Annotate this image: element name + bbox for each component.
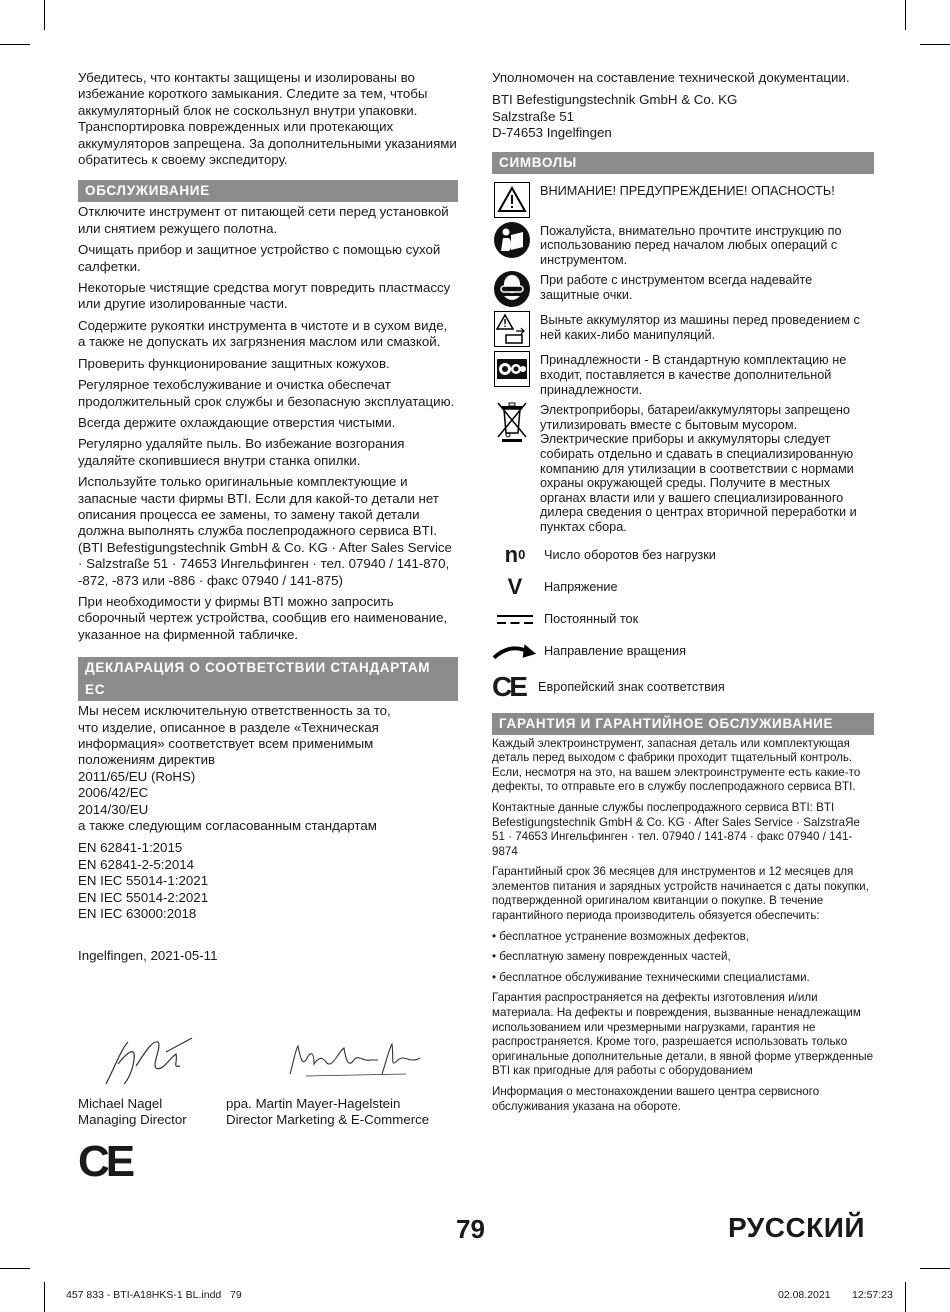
- warranty-bullet: • бесплатное устранение возможных дефектов,: [492, 929, 750, 943]
- warranty-paragraph: Гарантийный срок 36 месяцев для инструментов и 12 месяцев для элементов питания и зарядных устройств начинается с даты покупки, подтвержденной оригиналом квитанции о покупке. В течение гарантийного периода производитель обязуется обеспечить:: [492, 865, 869, 923]
- symbol-text: Выньте аккумулятор из машины перед проведением с ней каких-либо манипуляций.: [540, 313, 860, 342]
- maintenance-paragraph: Некоторые чистящие средства могут повредить пластмассу или другие изолированные части.: [78, 280, 451, 312]
- voltage-icon: V: [507, 573, 523, 599]
- symbol-row: [492, 182, 874, 218]
- symbol-text: Принадлежности - В стандартную комплектацию не входит, поставляется в качестве дополнительной принадлежности.: [540, 353, 847, 397]
- right-column: [492, 70, 874, 1120]
- maintenance-paragraph: Очищать прибор и защитное устройство с помощью сухой салфетки.: [78, 242, 441, 274]
- symbol-text: При работе с инструментом всегда надевайте защитные очки.: [540, 273, 813, 302]
- standard-item: EN IEC 55014-2:2021: [78, 889, 209, 905]
- symbol-text: Число оборотов без нагрузки: [544, 547, 716, 562]
- safety-goggles-icon: [492, 271, 532, 307]
- symbol-text: ВНИМАНИЕ! ПРЕДУПРЕЖДЕНИЕ! ОПАСНОСТЬ!: [540, 183, 835, 198]
- declaration-line: положениям директив: [78, 752, 216, 768]
- symbol-row: [492, 401, 874, 534]
- accessories-icon: [492, 351, 532, 387]
- warranty-bullet: • бесплатное обслуживание техническими специалистами.: [492, 970, 810, 984]
- ce-mark-icon: CE: [492, 670, 525, 702]
- crop-mark: [905, 0, 906, 30]
- maintenance-paragraph: Всегда держите охлаждающие отверстия чистыми.: [78, 414, 396, 430]
- symbol-row: [492, 271, 874, 307]
- symbol-text: Электроприборы, батареи/аккумуляторы запрещено утилизировать вместе с бытовым мусором. Электрические приборы и аккумуляторы следует собирать отдельно и сдавать в специализированную компанию для утилизации в соответствии с нормами охраны окружающей среды. Получите в местных органах власти или у вашего специализированного дилера сведения о центрах вторичной переработки и пунктах сбора.: [540, 403, 857, 534]
- maintenance-paragraph: Регулярно удаляйте пыль. Во избежание возгорания удаляйте скопившиеся внутри станка опилки.: [78, 436, 405, 468]
- signer-1: [78, 1096, 187, 1129]
- signature-martin-mayer-hagelstein: [286, 1040, 426, 1080]
- company-line: D-74653 Ingelfingen: [492, 125, 612, 141]
- declaration-line: Мы несем исключительную ответственность за то,: [78, 703, 391, 719]
- maintenance-paragraph: При необходимости у фирмы BTI можно запросить сборочный чертеж устройства, сообщив его наименование, указанное на фирменной табличке.: [78, 593, 448, 642]
- warranty-paragraph: Информация о местонахождении вашего центра сервисного обслуживания указана на обороте.: [492, 1085, 820, 1113]
- directive: 2014/30/EU: [78, 801, 149, 817]
- directive: 2006/42/EC: [78, 785, 149, 801]
- warranty-paragraph: Гарантия распространяется на дефекты изготовления и/или материала. На дефекты и повреждения, вызванные ненадлежащим использованием или чрезмерными нагрузками, гарантия не распространяется. Кроме того, разрешается использовать только оригинальные дополнительные детали, в явной форме утвержденные BTI как пригодные для работы с оборудованием: [492, 991, 874, 1078]
- ce-mark-large: CE: [78, 1137, 132, 1186]
- remove-battery-icon: [492, 311, 532, 347]
- unit-symbol-row: [492, 603, 874, 635]
- crop-mark: [0, 1268, 30, 1269]
- crop-mark: [920, 1268, 950, 1269]
- signature-graphic: [286, 1040, 426, 1080]
- warranty-paragraph: Контактные данные службы послепродажного сервиса BTI: BTI Befestigungstechnik GmbH & Co. KG · After Sales Service · SalzstraЯe 51 · 74653 Ингельфинген · тел. 07940 / 141-874 · факс 07940 / 141-9874: [492, 800, 860, 858]
- signer-title: Director Marketing & E-Commerce: [226, 1112, 430, 1128]
- symbol-row: [492, 351, 874, 397]
- maintenance-paragraph: Регулярное техобслуживание и очистка обеспечат продолжительный срок службы и безопасную эксплуатацию.: [78, 377, 455, 409]
- crop-mark: [0, 44, 30, 45]
- symbol-row: [492, 222, 874, 268]
- signature-graphic: [96, 1034, 206, 1090]
- maintenance-paragraph: Используйте только оригинальные комплектующие и запасные части фирмы BTI. Если для какой-то детали нет описания процесса ее замены, то замену такой детали должна выполнять служба послепродажного сервиса BTI. (BTI Befestigungstechnik GmbH & Co. KG · After Sales Service · Salzstraße 51 · 74653 Ингельфинген · тел. 07940 / 141-870, -872, -873 или -886 · факс 07940 / 141-875): [78, 474, 452, 588]
- warranty-heading: ГАРАНТИЯ И ГАРАНТИЙНОЕ ОБСЛУЖИВАНИЕ: [492, 713, 874, 735]
- intro-paragraph: Убедитесь, что контакты защищены и изолированы во избежание короткого замыкания. Следите за тем, чтобы аккумуляторный блок не соскользнул внутри упаковки. Транспортировка поврежденных или протекающих аккумуляторов запрещена. За дополнительными указаниями обратитесь к своему экспедитору.: [78, 70, 457, 168]
- weee-bin-icon: [492, 401, 532, 437]
- authorized-paragraph: Уполномочен на составление технической документации.: [492, 70, 850, 85]
- signer-2: [226, 1096, 429, 1129]
- declaration-heading: ДЕКЛАРАЦИЯ О СООТВЕТСТВИИ СТАНДАРТАМ ЕС: [78, 657, 458, 701]
- standards-list: [78, 840, 458, 922]
- standard-item: EN 62841-2-5:2014: [78, 856, 195, 872]
- crop-mark: [44, 1282, 45, 1312]
- unit-symbol-row: [492, 539, 874, 571]
- symbol-text: Постоянный ток: [544, 611, 639, 626]
- signer-name: ppa. Martin Mayer-Hagelstein: [226, 1096, 401, 1111]
- place-date: Ingelfingen, 2021-05-11: [78, 948, 218, 964]
- signer-name: Michael Nagel: [78, 1096, 163, 1111]
- warning-triangle-icon: [492, 182, 532, 218]
- unit-symbol-row: [492, 571, 874, 603]
- crop-mark: [905, 1282, 906, 1312]
- symbol-text: Направление вращения: [544, 643, 686, 658]
- left-column: [78, 70, 458, 965]
- standard-item: EN 62841-1:2015: [78, 840, 183, 856]
- authorized-text: [492, 70, 874, 142]
- no-load-speed-icon: n 0: [504, 541, 526, 567]
- page-number: 79: [456, 1214, 485, 1244]
- unit-symbol-row: [492, 635, 874, 667]
- symbol-row: [492, 311, 874, 347]
- footer-date: 02.08.2021: [778, 1289, 831, 1301]
- declaration-text: [78, 703, 458, 834]
- rotation-direction-icon: [492, 640, 538, 662]
- warranty-paragraph: Каждый электроинструмент, запасная деталь или комплектующая деталь перед выходом с фабрики проходит тщательный контроль. Если, несмотря на это, на вашем электроинструменте есть какие-то дефекты, то отправьте его в службу послепродажного сервиса BTI.: [492, 736, 861, 794]
- maintenance-heading: ОБСЛУЖИВАНИЕ: [78, 180, 458, 202]
- symbol-text: Пожалуйста, внимательно прочтите инструкцию по использованию перед началом любых операций с инструментом.: [540, 223, 842, 267]
- footer-file: 457 833 - BTI-A18HKS-1 BL.indd 79: [66, 1289, 242, 1301]
- maintenance-paragraph: Содержите рукоятки инструмента в чистоте и в сухом виде, а также не допускать их загрязнения маслом или смазкой.: [78, 317, 448, 350]
- signer-title: Managing Director: [78, 1112, 187, 1128]
- declaration-line: что изделие, описанное в разделе «Техническая: [78, 719, 379, 735]
- symbols-heading: СИМВОЛЫ: [492, 152, 874, 174]
- direct-current-icon: [492, 612, 538, 626]
- footer-time: 12:57:23: [852, 1289, 893, 1301]
- company-line: Salzstraße 51: [492, 108, 575, 124]
- standard-item: EN IEC 55014-1:2021: [78, 873, 209, 889]
- unit-symbol-row: [492, 667, 874, 707]
- directive: 2011/65/EU (RoHS): [78, 768, 196, 784]
- crop-mark: [44, 0, 45, 30]
- symbol-text: Европейский знак соответствия: [538, 679, 725, 694]
- crop-mark: [920, 44, 950, 45]
- maintenance-paragraph: Проверить функционирование защитных кожухов.: [78, 355, 390, 371]
- standard-item: EN IEC 63000:2018: [78, 906, 197, 922]
- company-line: BTI Befestigungstechnik GmbH & Co. KG: [492, 92, 738, 108]
- maintenance-paragraph: Отключите инструмент от питающей сети перед установкой или снятием режущего полотна.: [78, 204, 449, 236]
- declaration-line: информация» соответствует всем применимым: [78, 736, 374, 751]
- signature-michael-nagel: [96, 1034, 206, 1090]
- warranty-bullet: • бесплатную замену поврежденных частей,: [492, 950, 731, 964]
- symbol-text: Напряжение: [544, 579, 618, 594]
- declaration-line: а также следующим согласованным стандартам: [78, 818, 377, 834]
- warranty-text: [492, 737, 874, 1115]
- read-manual-icon: [492, 222, 532, 258]
- language-label: РУССКИЙ: [728, 1212, 866, 1243]
